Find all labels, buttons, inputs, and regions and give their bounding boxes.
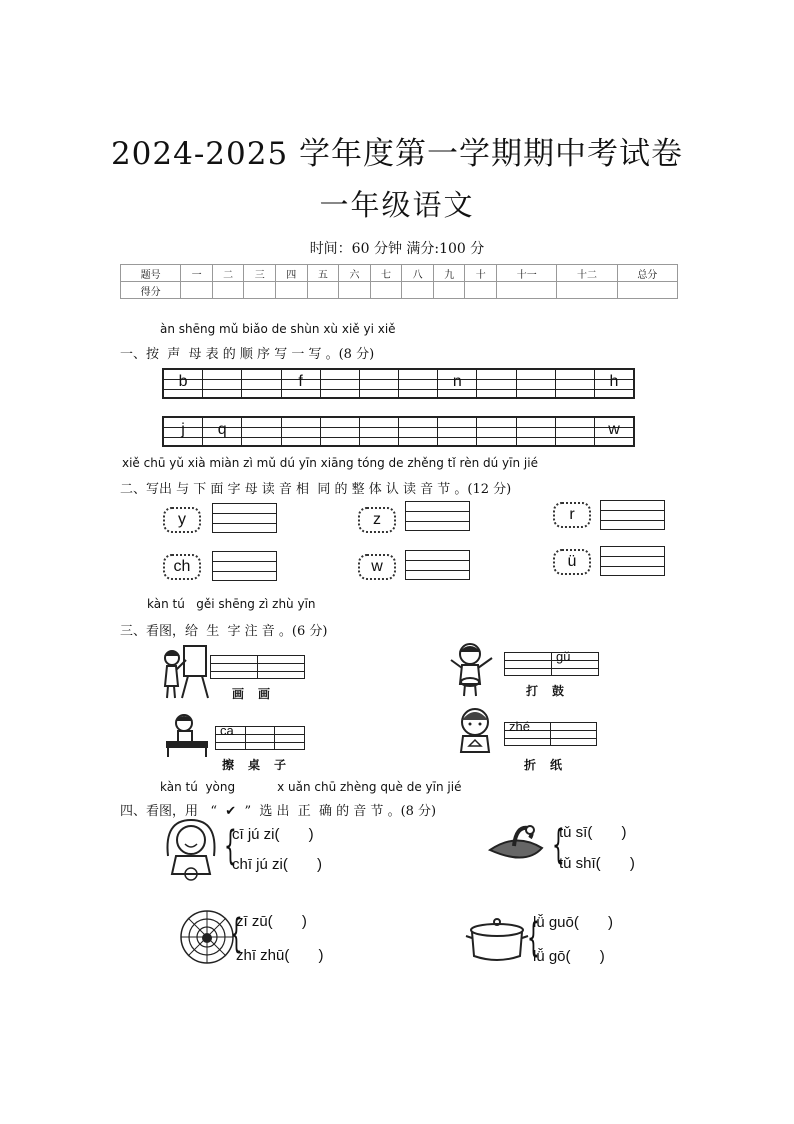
q1-cell[interactable] [202, 418, 241, 445]
q1-cell[interactable] [437, 370, 476, 397]
q3-hint-pinyin: zhé [509, 719, 530, 734]
q2-letter-box: ü [553, 549, 591, 575]
score-cell[interactable] [276, 282, 308, 299]
q4-brace: { [230, 911, 243, 957]
q4-option[interactable]: tǔ sī( ) [559, 824, 627, 841]
q2-letter-box: r [553, 502, 591, 528]
q1-cell[interactable] [437, 418, 476, 445]
score-cell[interactable] [212, 282, 244, 299]
q4-brace: { [552, 822, 565, 868]
score-col-header: 十一 [497, 265, 557, 282]
score-table-label: 题号 [121, 265, 181, 282]
q1-letter: w [608, 421, 620, 438]
q3-answer-cell[interactable] [216, 723, 245, 749]
q2-answer-lines[interactable] [600, 500, 665, 530]
score-cell[interactable] [497, 282, 557, 299]
q2-answer-lines[interactable] [212, 503, 277, 533]
q1-cell[interactable] [398, 418, 437, 445]
score-row-label: 得分 [121, 282, 181, 299]
score-col-header: 二 [212, 265, 244, 282]
q2-answer-lines[interactable] [600, 546, 665, 576]
q2-letter-box: z [358, 507, 396, 533]
q1-letter: j [181, 421, 185, 438]
score-col-header: 一 [181, 265, 213, 282]
q3-answer-cell[interactable] [274, 727, 304, 749]
q3-hint-pinyin: gǔ [556, 649, 571, 664]
q4-pinyin: kàn tú yòng x uǎn chū zhèng què de yīn jié [160, 780, 462, 794]
q1-cell[interactable] [164, 418, 202, 445]
q2-letter-box: ch [163, 554, 201, 580]
q1-cell[interactable] [398, 370, 437, 397]
score-col-header: 七 [370, 265, 402, 282]
score-col-header: 总分 [617, 265, 677, 282]
q2-prompt: 二、写出 与 下 面 字 母 读 音 相 同 的 整 体 认 读 音 节 。(12 分) [120, 482, 512, 497]
q3-answer-huahua[interactable] [210, 655, 305, 679]
q1-grid-row1 [162, 368, 635, 399]
q1-letter: h [609, 373, 619, 390]
q1-cell[interactable] [202, 370, 241, 397]
score-col-header: 六 [339, 265, 371, 282]
q4-brace: { [224, 823, 237, 869]
q4-option[interactable]: lǚ gō( ) [533, 948, 605, 965]
q1-cell[interactable] [594, 418, 633, 445]
q2-answer-lines[interactable] [212, 551, 277, 581]
q3-pinyin: kàn tú gěi shēng zì zhù yīn [147, 597, 316, 611]
exam-title: 2024-2025 学年度第一学期期中考试卷 [110, 136, 684, 172]
exam-subtitle: 一年级语文 [319, 188, 475, 222]
q1-cell[interactable] [476, 370, 515, 397]
q3-answer-cell[interactable] [550, 723, 596, 745]
snake-on-leaf-illustration [486, 818, 552, 868]
q3-answer-cell[interactable] [551, 649, 598, 675]
score-col-header: 九 [433, 265, 465, 282]
score-cell[interactable] [370, 282, 402, 299]
q3-answer-cell[interactable] [257, 656, 304, 678]
spider-web-illustration [178, 908, 236, 966]
q1-cell[interactable] [516, 418, 555, 445]
pot-illustration [464, 916, 530, 966]
q4-option[interactable]: chī jú zi( ) [232, 856, 323, 873]
exam-meta: 时间：60 分钟 满分:100 分 [309, 241, 485, 257]
q1-cell[interactable] [516, 370, 555, 397]
girl-eating-illustration [160, 816, 222, 882]
q1-cell[interactable] [359, 418, 398, 445]
q1-cell[interactable] [241, 418, 280, 445]
q3-word-zhezhi: 折纸 [524, 758, 577, 772]
q3-answer-cell[interactable] [211, 656, 257, 678]
q4-option[interactable]: cī jú zi( ) [232, 826, 314, 843]
q2-letter-box: w [358, 554, 396, 580]
q2-pinyin: xiě chū yǔ xià miàn zì mǔ dú yīn xiāng tóng de zhěng tǐ rèn dú yīn jié [122, 456, 538, 470]
painting-child-illustration [158, 642, 210, 700]
q3-answer-zhezhi[interactable] [504, 719, 597, 746]
score-cell[interactable] [617, 282, 677, 299]
q4-option[interactable]: zhī zhū( ) [236, 947, 324, 964]
q1-cell[interactable] [281, 418, 320, 445]
q1-cell[interactable] [359, 370, 398, 397]
folding-paper-illustration [453, 706, 499, 758]
q4-brace: { [527, 915, 540, 961]
drummer-child-illustration [448, 640, 500, 698]
score-col-header: 十 [465, 265, 497, 282]
q3-word-huahua: 画画 [232, 687, 285, 701]
q1-cell[interactable] [555, 370, 594, 397]
q1-cell[interactable] [594, 370, 633, 397]
score-cell[interactable] [307, 282, 339, 299]
q1-cell[interactable] [241, 370, 280, 397]
score-cell[interactable] [339, 282, 371, 299]
q4-prompt: 四、看图，用 “ ✔ ” 选 出 正 确 的 音 节 。(8 分) [120, 804, 437, 819]
score-table [120, 264, 678, 299]
q1-letter: b [178, 373, 188, 390]
score-col-header: 三 [244, 265, 276, 282]
score-col-header: 五 [307, 265, 339, 282]
score-table-header-row [121, 265, 678, 282]
q2-letter-box: y [163, 507, 201, 533]
q3-answer-cell[interactable] [505, 719, 550, 745]
q1-prompt: 一、按 声 母 表 的 顺 序 写 一 写 。(8 分) [120, 347, 375, 362]
wiping-table-illustration [162, 713, 212, 757]
score-cell[interactable] [244, 282, 276, 299]
q1-grid-row2 [162, 416, 635, 447]
score-cell[interactable] [557, 282, 617, 299]
q3-prompt: 三、看图，给 生 字 注 音 。(6 分) [120, 624, 328, 639]
q1-cell[interactable] [281, 370, 320, 397]
q3-hint-pinyin: cā [220, 723, 234, 738]
q3-answer-dagu[interactable] [504, 649, 599, 676]
q3-answer-cazhuozi[interactable] [215, 723, 305, 750]
score-cell[interactable] [433, 282, 465, 299]
score-col-header: 十二 [557, 265, 617, 282]
q3-answer-cell[interactable] [245, 727, 275, 749]
score-col-header: 八 [402, 265, 434, 282]
q1-cell[interactable] [476, 418, 515, 445]
q1-cell[interactable] [320, 418, 359, 445]
q4-option[interactable]: zī zū( ) [236, 913, 307, 930]
score-cell[interactable] [181, 282, 213, 299]
q1-pinyin: àn shēng mǔ biǎo de shùn xù xiě yi xiě [160, 322, 396, 336]
q2-answer-lines[interactable] [405, 501, 470, 531]
q3-answer-cell[interactable] [505, 653, 551, 675]
q1-letter: f [298, 373, 303, 390]
score-cell[interactable] [465, 282, 497, 299]
q2-answer-lines[interactable] [405, 550, 470, 580]
q1-letter: n [452, 373, 462, 390]
q4-option[interactable]: lǚ guō( ) [533, 914, 614, 931]
score-cell[interactable] [402, 282, 434, 299]
score-table-score-row [121, 282, 678, 299]
q1-letter: q [217, 421, 227, 438]
q3-word-cazhuozi: 擦桌子 [222, 758, 301, 772]
score-col-header: 四 [276, 265, 308, 282]
q1-cell[interactable] [164, 370, 202, 397]
q1-cell[interactable] [555, 418, 594, 445]
q4-option[interactable]: tǔ shī( ) [559, 855, 635, 872]
q3-word-dagu: 打鼓 [526, 684, 579, 698]
q1-cell[interactable] [320, 370, 359, 397]
